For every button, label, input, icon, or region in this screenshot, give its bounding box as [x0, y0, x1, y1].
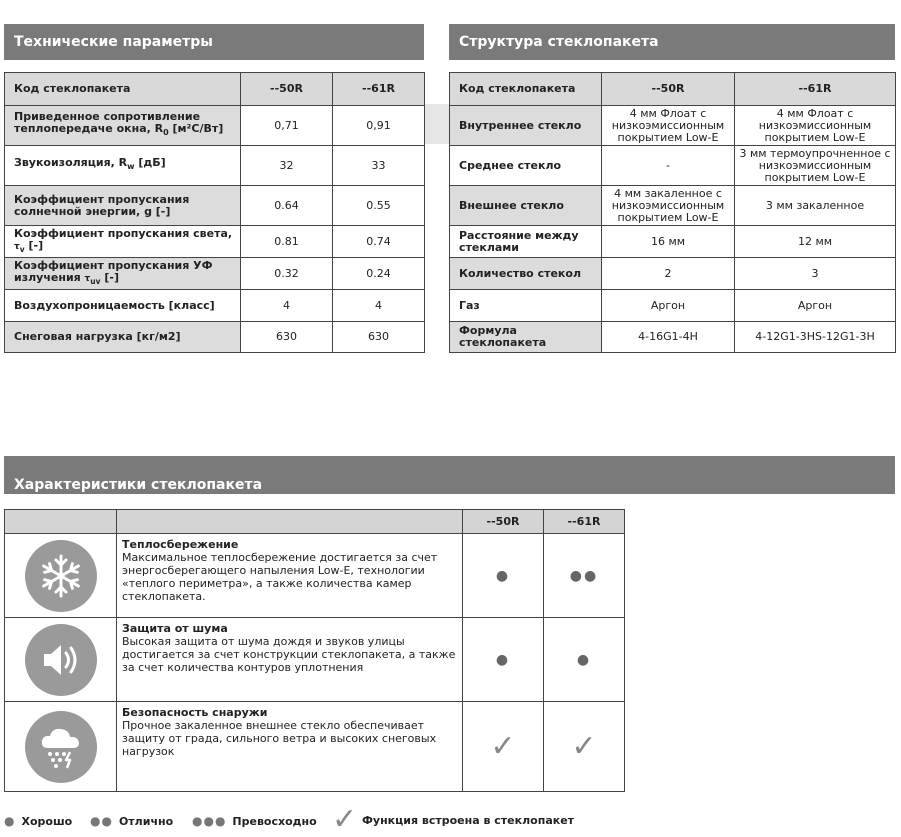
cell-value: 4 [333, 290, 425, 322]
rating-50r: ● [463, 618, 544, 702]
characteristics-table [4, 509, 625, 792]
table-row [5, 534, 625, 618]
legend [4, 802, 624, 837]
table-header-row [5, 73, 425, 106]
feature-description [117, 534, 463, 618]
column-header [117, 510, 463, 534]
chars-section-header [4, 456, 895, 494]
table-row [5, 322, 425, 353]
column-header: Код стеклопакета [450, 73, 602, 106]
rating-61r: ●● [544, 534, 625, 618]
row-label: Звукоизоляция, $R_w$ [дБ] [5, 146, 241, 186]
cell-value: 16 мм [602, 226, 735, 258]
cell-value: 32 [241, 146, 333, 186]
struct-section-header [449, 24, 895, 60]
table-row [5, 226, 425, 258]
table-row [450, 290, 896, 322]
legend-item-superb [192, 814, 317, 828]
cell-value: 33 [333, 146, 425, 186]
table-header-row [450, 73, 896, 106]
row-connector [424, 104, 450, 144]
feature-description [117, 702, 463, 792]
cell-value: 2 [602, 258, 735, 290]
rating-50r: ● [463, 534, 544, 618]
row-label: Количество стекол [450, 258, 602, 290]
cell-value: 0,71 [241, 106, 333, 146]
table-row [5, 186, 425, 226]
table-row [5, 290, 425, 322]
column-header: --61R [544, 510, 625, 534]
table-row [5, 618, 625, 702]
hail-cloud-icon [25, 711, 97, 783]
table-row [5, 106, 425, 146]
struct-section-title: Структура стеклопакета [459, 34, 659, 50]
cell-value: 0.24 [333, 258, 425, 290]
cell-value: 0.74 [333, 226, 425, 258]
column-header: --61R [333, 73, 425, 106]
legend-dots: ●●● [192, 814, 227, 828]
cell-value: Аргон [602, 290, 735, 322]
tech-section-header [4, 24, 424, 60]
cell-value: 630 [241, 322, 333, 353]
legend-label: Функция встроена в стеклопакет [362, 814, 575, 827]
feature-text: Высокая защита от шума дождя и звуков улицы достигается за счет конструкции стеклопакета, а также за счет количества контуров уплотнения [122, 635, 456, 674]
legend-label: Превосходно [232, 815, 317, 828]
cell-value: 3 мм закаленное [735, 186, 896, 226]
feature-text: Максимальное теплосбережение достигается за счет энергосберегающего напыления Low-E, технологии «теплого периметра», а также количества камер стеклопакета. [122, 551, 438, 603]
column-header: --61R [735, 73, 896, 106]
feature-title: Безопасность снаружи [122, 706, 268, 719]
cell-value: 4-16G1-4H [602, 322, 735, 353]
rating-61r: ● [544, 618, 625, 702]
row-label: Газ [450, 290, 602, 322]
snowflake-icon [25, 540, 97, 612]
legend-dots: ●● [90, 814, 113, 828]
cell-value: - [602, 146, 735, 186]
speaker-icon [25, 624, 97, 696]
column-header: Код стеклопакета [5, 73, 241, 106]
table-row [450, 146, 896, 186]
table-header-row [5, 510, 625, 534]
table-row [450, 106, 896, 146]
table-row [5, 258, 425, 290]
rating-50r: ✓ [463, 702, 544, 792]
feature-description [117, 618, 463, 702]
icon-cell [5, 702, 117, 792]
rating-61r: ✓ [544, 702, 625, 792]
column-header: --50R [463, 510, 544, 534]
legend-item-builtin [362, 814, 574, 827]
column-header: --50R [241, 73, 333, 106]
legend-item-good [4, 814, 72, 828]
row-label: Коэффициент пропускания УФ излучения $\tau_{uv}$ [-] [5, 258, 241, 290]
row-label: Приведенное сопротивление теплопередаче окна, $R_0$ [м²С/Вт] [5, 106, 241, 146]
structure-table [449, 72, 896, 353]
cell-value: 4 мм закаленное с низкоэмиссионным покрытием Low-E [602, 186, 735, 226]
legend-label: Хорошо [21, 815, 73, 828]
row-label: Среднее стекло [450, 146, 602, 186]
row-label: Внешнее стекло [450, 186, 602, 226]
cell-value: 4 мм Флоат с низкоэмиссионным покрытием Low-E [602, 106, 735, 146]
checkmark-icon: ✓ [332, 802, 358, 837]
tech-section-title: Технические параметры [14, 34, 213, 50]
table-row [5, 146, 425, 186]
row-label: Расстояние между стеклами [450, 226, 602, 258]
cell-value: 12 мм [735, 226, 896, 258]
legend-item-excellent [90, 814, 173, 828]
feature-text: Прочное закаленное внешнее стекло обеспечивает защиту от града, сильного ветра и высоких снеговых нагрузок [122, 719, 437, 758]
column-header [5, 510, 117, 534]
cell-value: 3 [735, 258, 896, 290]
cell-value: 3 мм термоупрочненное с низкоэмиссионным покрытием Low-E [735, 146, 896, 186]
feature-title: Теплосбережение [122, 538, 239, 551]
cell-value: 4 мм Флоат с низкоэмиссионным покрытием Low-E [735, 106, 896, 146]
cell-value: 0.64 [241, 186, 333, 226]
cell-value: 4 [241, 290, 333, 322]
cell-value: 0.32 [241, 258, 333, 290]
cell-value: 0,91 [333, 106, 425, 146]
column-header: --50R [602, 73, 735, 106]
legend-label: Отлично [118, 815, 174, 828]
row-label: Коэффициент пропускания солнечной энергии, g [-] [5, 186, 241, 226]
cell-value: 0.55 [333, 186, 425, 226]
feature-title: Защита от шума [122, 622, 228, 635]
row-label: Внутреннее стекло [450, 106, 602, 146]
tech-params-table [4, 72, 425, 353]
table-row [450, 258, 896, 290]
icon-cell [5, 618, 117, 702]
cell-value: 0.81 [241, 226, 333, 258]
table-row [450, 322, 896, 353]
row-label: Воздухопроницаемость [класс] [5, 290, 241, 322]
legend-dots: ● [4, 814, 16, 828]
cell-value: Аргон [735, 290, 896, 322]
cell-value: 4-12G1-3HS-12G1-3H [735, 322, 896, 353]
table-row [450, 186, 896, 226]
table-row [5, 702, 625, 792]
row-label: Снеговая нагрузка [кг/м2] [5, 322, 241, 353]
row-label: Формула стеклопакета [450, 322, 602, 353]
row-label: Коэффициент пропускания света, $\tau_v$ [-] [5, 226, 241, 258]
icon-cell [5, 534, 117, 618]
table-row [450, 226, 896, 258]
cell-value: 630 [333, 322, 425, 353]
chars-section-title: Характеристики стеклопакета [14, 477, 263, 493]
